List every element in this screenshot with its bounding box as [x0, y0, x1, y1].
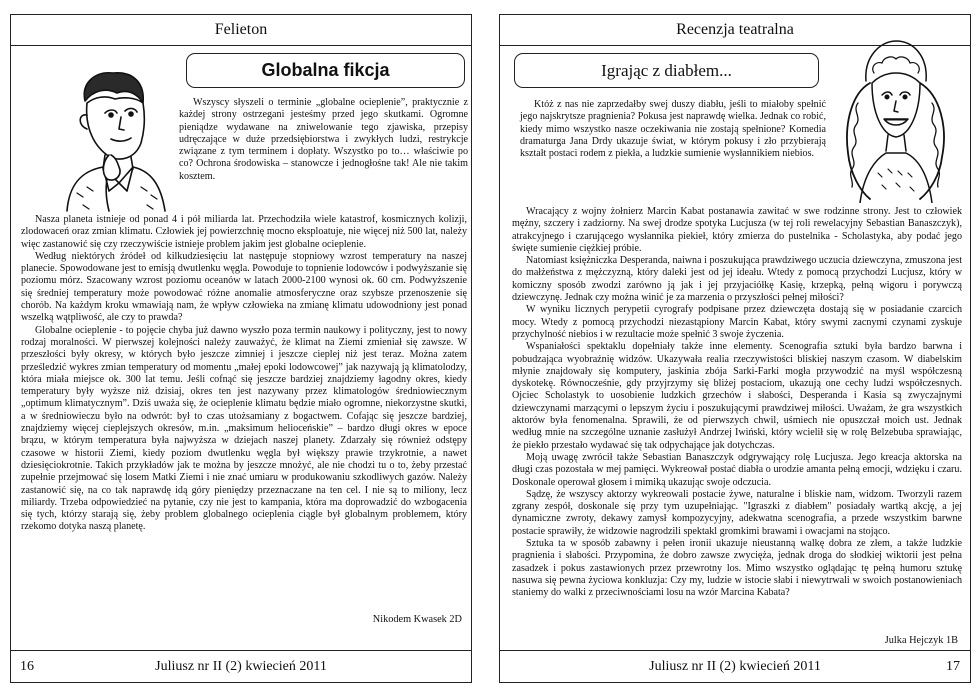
- body-paragraph: Moją uwagę zwrócił także Sebastian Banaszczyk odgrywający rolę Lucjusza. Jego kreacja aktorska na długi czas pozostała w mej pamięci. Wykreował postać diabła o urodzie amanta pełną emocji, wdzięku i czaru. Doskonale operował głosem i mimiką ukazując swoje odczucia.: [512, 451, 962, 488]
- body-paragraph: Nasza planeta istnieje od ponad 4 i pół miliarda lat. Przechodziła wiele katastrof, kosmicznych kolizji, zlodowaceń oraz zmian klimatu. Człowiek jej powierzchnię mocno eksploatuje, nie więcej niż 500 lat, należy więc zastanowić się czy rzeczywiście istnieje problem jakim jest globalne ocieplenie.: [21, 214, 467, 250]
- page-number: 16: [20, 658, 34, 674]
- body-paragraph: Natomiast księżniczka Desperanda, naiwna i poszukująca prawdziwego uczucia dziewczyna, zmuszona jest do małżeństwa z mężczyzną, który daleki jest od jej ideału. Wtedy z pomocą przychodzi Lucjusz, który w komiczny sposób zwodzi zarówno ją jak i jej przyjaciółkę Kasię, krzepką, pełną wigoru i porywczą dziewczynę. Jednak czy można winić je za marzenia o przyszłości pełnej miłości?: [512, 255, 962, 304]
- girl-portrait-illustration: [830, 23, 960, 203]
- body-paragraph: W wyniku licznych perypetii cyrografy podpisane przez dziewczęta dostają się w posiadanie czarcich mocy. Wtedy z pomocą przychodzi niezastąpiony Marcin Kabat, który swymi zacnymi czynami zyskuje przychylność niebios i w rezultacie może spełnić 3 swoje życzenia.: [512, 304, 962, 340]
- section-title: Felieton: [214, 21, 268, 38]
- article-title: Globalna fikcja: [261, 60, 390, 80]
- page-footer: [500, 650, 970, 682]
- article-intro: [179, 97, 468, 183]
- article-body: [512, 206, 962, 600]
- body-paragraph: Wracający z wojny żołnierz Marcin Kabat postanawia zawitać w swe rodzinne strony. Jest to człowiek mężny, szczery i zadziorny. Na swej drodze spotyka Lucjusza (w tej roli rewelacyjny Sebastian Banaszczyk), atrakcyjnego i czarującego wysłannika piekieł, który zmierza do pustelnika - Scholastyka, aby podać jego święte sumienie ciężkiej próbie.: [512, 206, 962, 254]
- body-paragraph: Według niektórych źródeł od kilkudziesięciu lat następuje stopniowy wzrost temperatury na naszej planecie. Spowodowane jest to emisją dwutlenku węgla. Powoduje to topnienie lodowców i podwyższanie się poziomu mórz. Szacowany wzrost poziomu oceanów w latach 2000-2100 wynosi ok. 60 cm. Podwyższenie się średniej temperatury może powodować różne anomalie atmosferyczne oraz szybsze przenoszenie się chorób. Na każdym kroku wmawiają nam, że wpływ człowieka na zmianę klimatu udowodniony jest ponad wszelką wątpliwość, ale czy to prawda?: [21, 250, 467, 324]
- page-footer: [11, 650, 471, 682]
- article-body: [21, 214, 467, 534]
- section-header: [11, 15, 471, 46]
- section-title: Recenzja teatralna: [676, 21, 794, 38]
- body-paragraph: Sztuka ta w sposób zabawny i pełen ironii ukazuje nieustanną walkę dobra ze złem, a także ludzkie pragnienia i słabości. Przypomina, że dobro zawsze zwycięża, jednak droga do słodkiej wiktorii jest pełna zasadzek i pokus zastawionych przez przewrotny los. Mimo wszystko oglądając tę pełną humoru sztukę nasuwa się pewna życiowa konkluzja: Czy my, ludzie w istocie słabi i niewytrwali w swoich postanowieniach staniemy do walki z przeciwnościami losu na wzór Marcina Kabata?: [512, 538, 962, 599]
- author-signature: Julka Hejczyk 1B: [884, 635, 958, 646]
- article-title-box: [514, 53, 819, 88]
- page-number: 17: [946, 658, 960, 674]
- body-paragraph: Sądzę, że wszyscy aktorzy wykreowali postacie żywe, naturalne i bliskie nam, widzom. Tworzyli razem zgrany zespół, doskonale się przy tym uzupełniając. "Igraszki z diabłem" posiadały wartką akcję, a jej dynamiczne zwroty, dekawy zamysł kompozycyjny, adekwatna scenografia, a przede wszystkim barwne postacie sprawiły, że widzowie nagrodzili spektakl gromkimi brawami i owacjami na stojąco.: [512, 488, 962, 537]
- issue-label: Juliusz nr II (2) kwiecień 2011: [155, 658, 327, 674]
- body-paragraph: Wspaniałości spektaklu dopełniały także inne elementy. Scenografia sztuki była bardzo barwna i pobudzająca wyobraźnię widzów. Ukazywała realia rzeczywistości bliskiej naszym czasom. W diabelskim młynie znajdowały się komputery, jaskinia zbója Sarki-Farki mogła przywodzić na myśl współczesną dyskotekę. Równocześnie, gdy przyjrzymy się bliżej postaciom, ukazują one cechy ludzi współczesnych. Ojciec Scholastyk to uosobienie ludzkich grzechów i słabości, Desperanda i Kasia są zwyczajnymi dziewczynami marzącymi o lepszym życiu i poszukującymi prawdziwej miłości. Uważam, że gra wszystkich aktorów była fenomenalna. Sprawili, że od pierwszych chwil, uśmiech nie opuszczał moich ust. Jednak według mnie na szczególne uznanie zasłużył Andrzej Iwiński, który wcielił się w rolę Belzebuba sprawiając, że piekło przestało wydawać się tak odpychające jak dotychczas.: [512, 341, 962, 451]
- article-title-box: [186, 53, 465, 88]
- left-page: [10, 14, 472, 683]
- intro-paragraph: Wszyscy słyszeli o terminie „globalne ocieplenie”, praktycznie z każdej strony ostrzegani jesteśmy przed jego skutkami. Ogromne pieniądze wydawane na zniwelowanie tego zjawiska, przepisy udręczające w duże przedsiębiorstwa i zwykłych ludzi, restrykcje związane z tym terminem i dopłaty. Wszystko po to… właściwie po co? Ochrona środowiska – stanowcze i jednogłośne tak! Ale nie takim kosztem.: [179, 97, 468, 182]
- body-paragraph: Globalne ocieplenie - to pojęcie chyba już dawno wyszło poza termin naukowy i polityczny, jest to nowy rodzaj moralności. W pierwszej kolejności należy zauważyć, że klimat na Ziemi zmieniał się zawsze. W przeszłości były okresy, w których było jeszcze zimniej i jeszcze cieplej niż jest teraz. Można zatem prześledzić wykres zmian temperatury od momentu „małej epoki lodowcowej” jak nazywają ją klimatolodzy, która miała miejsce ok. 300 lat temu. Jeśli cofnąć się jeszcze bardziej znajdziemy łagodny okres, kiedy temperatury były wyższe niż dzisiaj, okres ten jest nazywany przez klimatologów średniowiecznym „optimum klimatycznym”. Dziś uważa się, że ocieplenie klimatu będzie miało ogromne, niekorzystne skutki, a w średniowieczu było na odwrót: był to czas utożsamiany z bogactwem. Cofając się jeszcze bardziej, znajdziemy więcej cieplejszych okresów, m.in. „maksimum helioceńskie” – bardzo długi okres w epoce brązu, w którym temperatura była najwyższa w dziejach naszej planety. Zdarzały się również odstępy czasowe w historii Ziemi, kiedy poziom dwutlenku węgla był większy prawie trzykrotnie, a nawet dziesięciokrotnie. Takich przykładów jak te można by jeszcze mnożyć, ale nie chodzi tu o to, żeby przestać zupełnie przejmować się losem Matki Ziemi i nie znać umiaru w produkowaniu szkodliwych gazów. Należy zastanowić się, na co tak naprawdę idą góry pieniędzy przeznaczane na ten cel. I nie są to miliony, lecz miliardy. Trzeba odpowiedzieć na pytanie, czy nie jest to kampania, która ma doprowadzić do wzbogacenia się tych, którzy starają się, żeby problem globalnego ocieplenia ciągle był globalnym problemem, który rzekomo dotyka naszą planetę.: [21, 324, 467, 533]
- issue-label: Juliusz nr II (2) kwiecień 2011: [649, 658, 821, 674]
- author-signature: Nikodem Kwasek 2D: [372, 614, 462, 625]
- article-intro: [520, 99, 826, 160]
- intro-paragraph: Któż z nas nie zaprzedałby swej duszy diabłu, jeśli to miałoby spełnić jego najskrytsze pragnienia? Pokusa jest naprawdę wielka. Jednak co robić, kiedy mimo wszystko nasze oczekiwania nie zostają spełnione? Komedia dramaturga Jana Drdy ukazuje świat, w którym pokusy i zło przybierają kształt postaci rodem z piekła, a ludzkie sumienie wysłannikiem niebios.: [520, 99, 826, 160]
- article-title: Igrając z diabłem...: [601, 60, 732, 80]
- boy-portrait-illustration: [47, 63, 185, 213]
- right-page: [499, 14, 971, 683]
